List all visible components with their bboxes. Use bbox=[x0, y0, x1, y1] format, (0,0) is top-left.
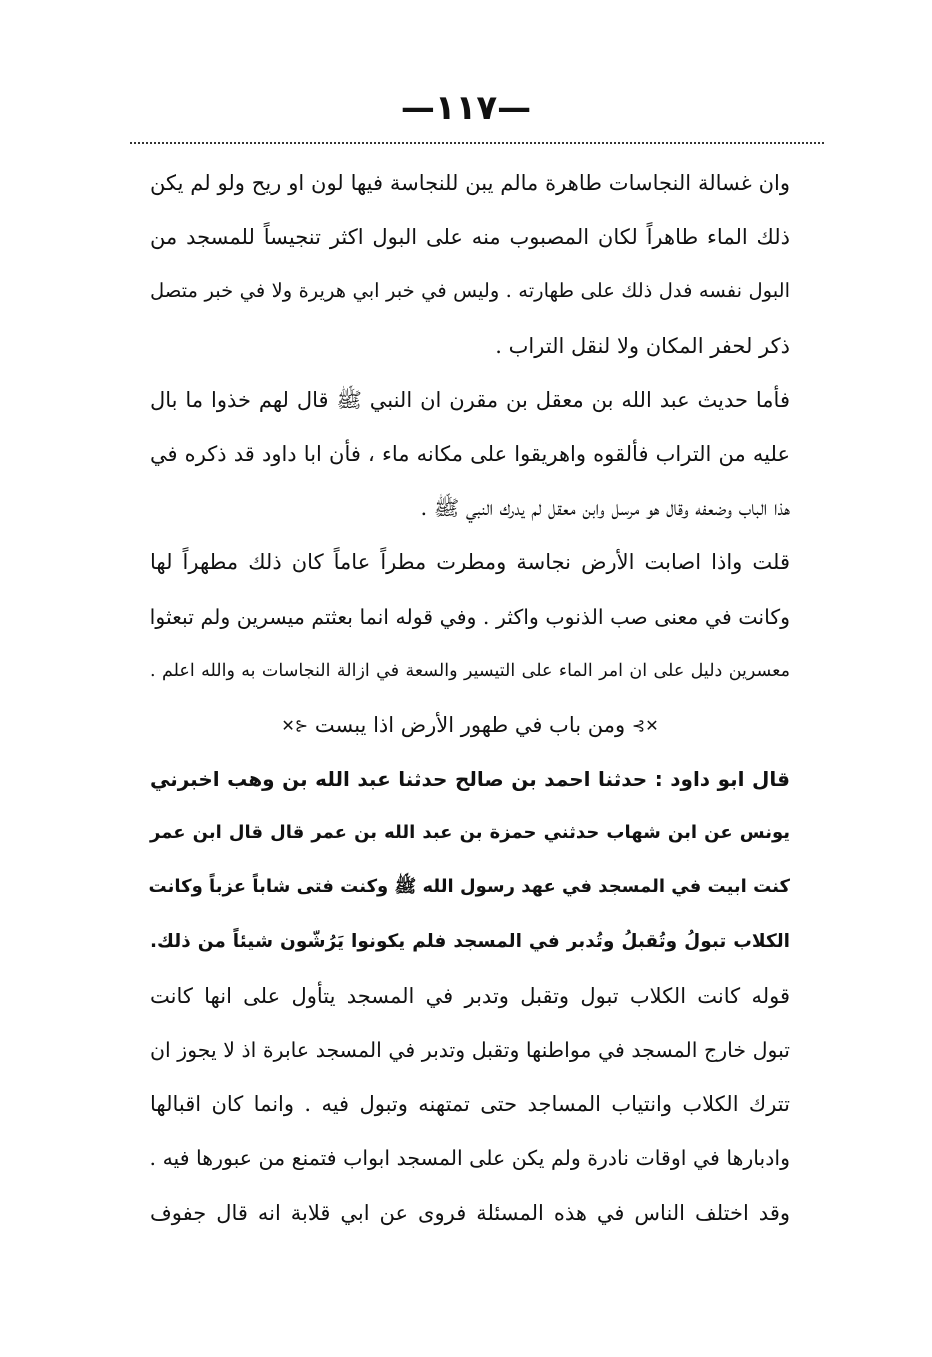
text-line-3: البول نفسه فدل ذلك على طهارته . وليس في خبر ابي هريرة ولا في خبر متصل bbox=[150, 279, 790, 303]
hadith-line-4: الكلاب تبولُ وتُقبلُ وتُدبر في المسجد فلم يكونوا يَرُشّون شيئاً من ذلك. bbox=[150, 930, 790, 952]
chapter-heading bbox=[150, 698, 790, 752]
ornament-left-icon: ⊰✕ bbox=[281, 716, 309, 736]
text-line-17: تبول خارج المسجد في مواطنها وتقبل وتدبر في المسجد عابرة اذ لا يجوز ان bbox=[150, 1038, 790, 1062]
chapter-heading-text: ومن باب في طهور الأرض اذا يبست bbox=[314, 712, 626, 737]
text-line-20: وقد اختلف الناس في هذه المسئلة فروى عن ابي قلابة انه قال جفوف bbox=[150, 1200, 790, 1225]
ornament-right-icon: ✕⊱ bbox=[631, 716, 659, 736]
text-line-18: تترك الكلاب وانتياب المساجد حتى تمتهنه وتبول فيه . وانما كان اقبالها bbox=[150, 1092, 790, 1117]
text-line-5: فأما حديث عبد الله بن معقل بن مقرن ان النبي ﷺ قال لهم خذوا ما بال bbox=[150, 387, 790, 412]
text-line-2: ذلك الماء طاهراً لكان المصبوب منه على البول اكثر تنجيساً للمسجد من bbox=[150, 225, 790, 250]
text-line-6: عليه من التراب فألقوه واهريقوا على مكانه ماء ، فأن ابا داود قد ذكره في bbox=[150, 441, 790, 466]
text-line-19: وادبارها في اوقات نادرة ولم يكن على المسجد ابواب فتمنع من عبورها فيه . bbox=[149, 1146, 790, 1171]
text-line-4: ذكر لحفر المكان ولا لنقل التراب . bbox=[495, 333, 790, 358]
body-text bbox=[150, 156, 790, 1240]
hadith-line-2: يونس عن ابن شهاب حدثني حمزة بن عبد الله بن عمر قال قال ابن عمر bbox=[150, 822, 790, 844]
text-line-16: قوله كانت الكلاب تبول وتقبل وتدبر في المسجد يتأول على انها كانت bbox=[150, 983, 790, 1008]
text-line-10: معسرين دليل على ان امر الماء على التيسير والسعة في ازالة النجاسات به والله اعلم . bbox=[150, 660, 790, 681]
header-divider bbox=[130, 142, 824, 144]
page-number: —١١٧— bbox=[400, 88, 532, 128]
text-line-9: وكانت في معنى صب الذنوب واكثر . وفي قوله انما بعثتم ميسرين ولم تبعثوا bbox=[149, 604, 790, 629]
text-line-7: هذا الباب وضعفه وقال هو مرسل وابن معقل لم يدرك النبي ﷺ . bbox=[420, 496, 790, 521]
hadith-line-3: كنت ابيت في المسجد في عهد رسول الله ﷺ وكنت فتى شاباً عزباً وكانت bbox=[148, 876, 790, 898]
text-line-8: قلت واذا اصابت الأرض نجاسة ومطرت مطراً عاماً كان ذلك مطهراً لها bbox=[150, 550, 790, 575]
hadith-line-1: قال ابو داود : حدثنا احمد بن صالح حدثنا عبد الله بن وهب اخبرني bbox=[150, 767, 790, 792]
text-line-1: وان غسالة النجاسات طاهرة مالم يبن للنجاسة فيها لون او ريح ولو لم يكن bbox=[150, 171, 790, 195]
